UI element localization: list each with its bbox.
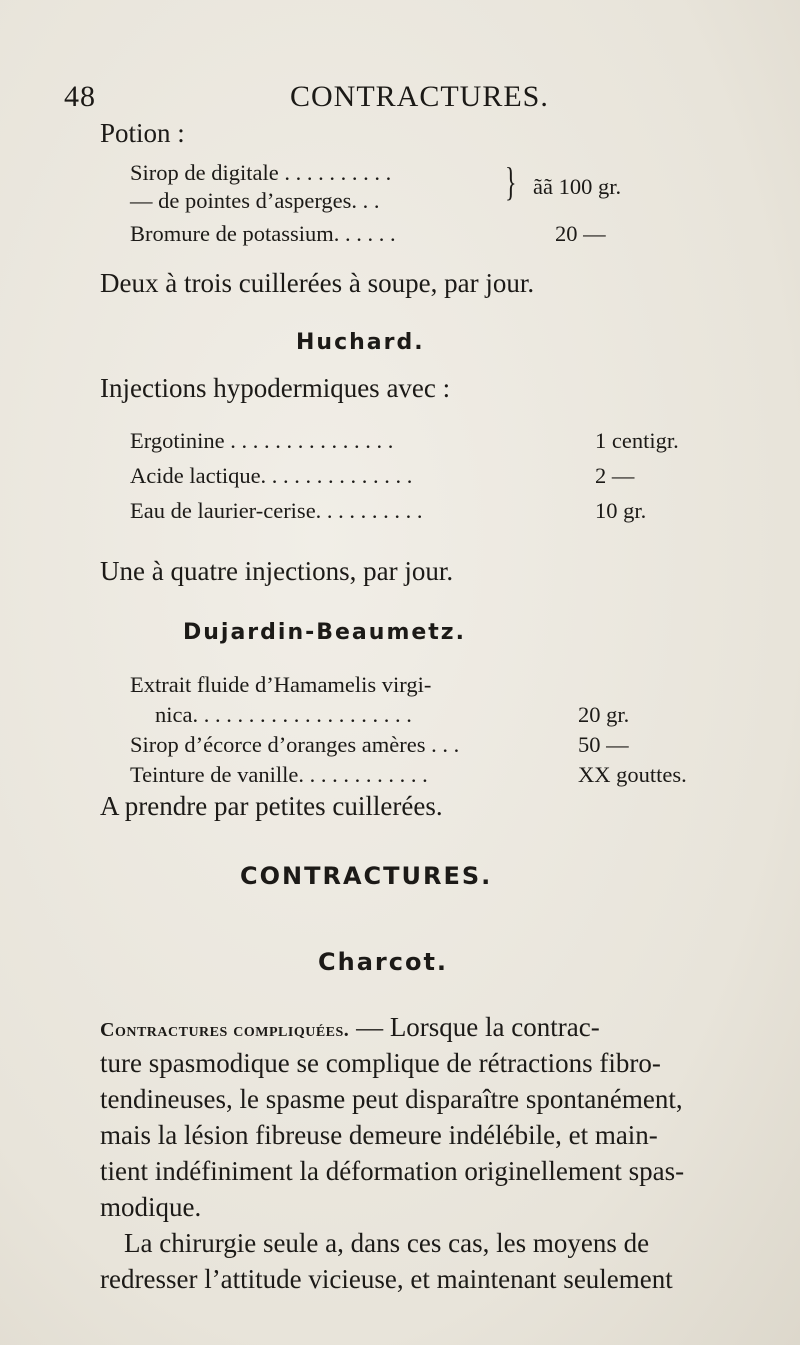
potion-line-3: Bromure de potassium. . . . . . [130,221,396,246]
dujardin-line-4-qty: XX gouttes. [578,762,687,787]
huchard-line-1-qty: 1 centigr. [595,428,679,453]
dujardin-line-2: nica. . . . . . . . . . . . . . . . . . . . [155,702,412,727]
dujardin-line-1: Extrait fluide d’Hamamelis virgi- [130,672,432,697]
huchard-dosage: Une à quatre injections, par jour. [100,556,454,586]
page-number: 48 [64,80,96,113]
huchard-line-2: Acide lactique. . . . . . . . . . . . . . [130,463,413,488]
potion-line-1: Sirop de digitale . . . . . . . . . . [130,160,392,185]
paragraph-line-7: La chirurgie seule a, dans ces cas, les moyens de [124,1228,650,1258]
paragraph-line-1-text: — Lorsque la contrac- [356,1012,600,1042]
huchard-line-3-qty: 10 gr. [595,498,647,523]
potion-line-2: — de pointes d’asperges. . . [130,188,380,213]
potion-title: Potion : [100,118,185,148]
author-huchard: Huchard. [296,330,425,355]
dujardin-line-2-qty: 20 gr. [578,702,630,727]
huchard-intro: Injections hypodermiques avec : [100,373,451,403]
huchard-line-1: Ergotinine . . . . . . . . . . . . . . . [130,428,394,453]
author-dujardin-beaumetz: Dujardin-Beaumetz. [183,620,466,645]
paragraph-line-2: ture spasmodique se complique de rétractions fibro- [100,1048,661,1078]
dujardin-line-3: Sirop d’écorce d’oranges amères . . . [130,732,460,757]
potion-group-qty: ãã 100 gr. [533,174,622,199]
huchard-line-3: Eau de laurier-cerise. . . . . . . . . . [130,498,423,523]
paragraph-lead: Contractures compliquées. [100,1019,350,1041]
paragraph-line-1 [100,1012,600,1043]
dujardin-line-3-qty: 50 — [578,732,629,757]
potion-dosage: Deux à trois cuillerées à soupe, par jour. [100,268,535,298]
paragraph-line-5: tient indéfiniment la déformation originellement spas- [100,1156,685,1186]
dujardin-line-4: Teinture de vanille. . . . . . . . . . . . [130,762,428,787]
dujardin-dosage: A prendre par petites cuillerées. [100,791,443,821]
paragraph-line-6: modique. [100,1192,202,1222]
brace-symbol: } [505,159,517,204]
section-title: CONTRACTURES. [240,862,493,890]
paragraph-line-8: redresser l’attitude vicieuse, et maintenant seulement [100,1264,673,1294]
running-title: CONTRACTURES. [290,80,549,113]
potion-line-3-qty: 20 — [555,221,606,246]
author-charcot: Charcot. [318,948,449,976]
paragraph-line-3: tendineuses, le spasme peut disparaître spontanément, [100,1084,683,1114]
huchard-line-2-qty: 2 — [595,463,635,488]
paragraph-line-4: mais la lésion fibreuse demeure indélébile, et main- [100,1120,658,1150]
